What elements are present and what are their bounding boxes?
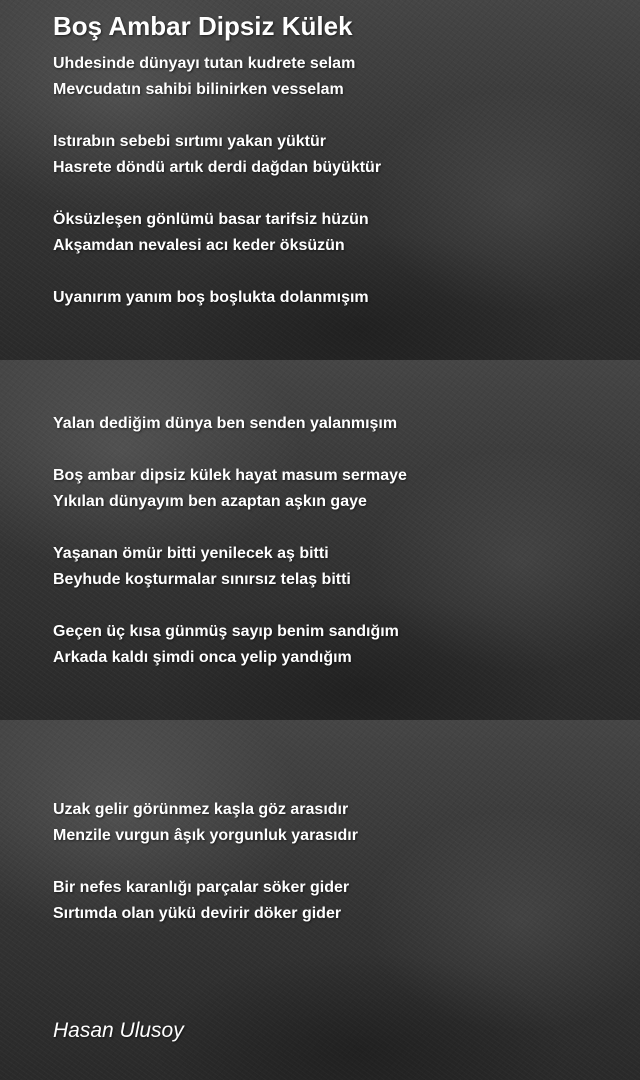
poem-line: Beyhude koşturmalar sınırsız telaş bitti xyxy=(53,571,351,588)
poem-line: Uzak gelir görünmez kaşla göz arasıdır xyxy=(53,801,349,818)
poem-line: Arkada kaldı şimdi onca yelip yandığım xyxy=(53,649,352,666)
poem-line: Yalan dediğim dünya ben senden yalanmışım xyxy=(53,415,398,432)
poem-title: Boş Ambar Dipsiz Külek xyxy=(53,11,353,41)
poem-line: Sırtımda olan yükü devirir döker gider xyxy=(53,905,342,922)
poem-line: Yaşanan ömür bitti yenilecek aş bitti xyxy=(53,545,329,562)
poem-line: Bir nefes karanlığı parçalar söker gider xyxy=(53,879,350,896)
poem-line: Uhdesinde dünyayı tutan kudrete selam xyxy=(53,55,356,72)
poem-line: Hasrete döndü artık derdi dağdan büyüktür xyxy=(53,159,382,176)
poem-author: Hasan Ulusoy xyxy=(53,1019,184,1042)
poem-line: Mevcudatın sahibi bilinirken vesselam xyxy=(53,81,344,98)
poem-line: Boş ambar dipsiz külek hayat masum sermaye xyxy=(53,467,407,484)
poem-line: Uyanırım yanım boş boşlukta dolanmışım xyxy=(53,289,369,306)
poem-line: Yıkılan dünyayım ben azaptan aşkın gaye xyxy=(53,493,367,510)
poem-line: Istırabın sebebi sırtımı yakan yüktür xyxy=(53,133,326,150)
poem-line: Akşamdan nevalesi acı keder öksüzün xyxy=(53,237,345,254)
poem-line: Geçen üç kısa günmüş sayıp benim sandığım xyxy=(53,623,399,640)
poem-line: Öksüzleşen gönlümü basar tarifsiz hüzün xyxy=(53,211,369,228)
poem-line: Menzile vurgun âşık yorgunluk yarasıdır xyxy=(53,827,358,844)
